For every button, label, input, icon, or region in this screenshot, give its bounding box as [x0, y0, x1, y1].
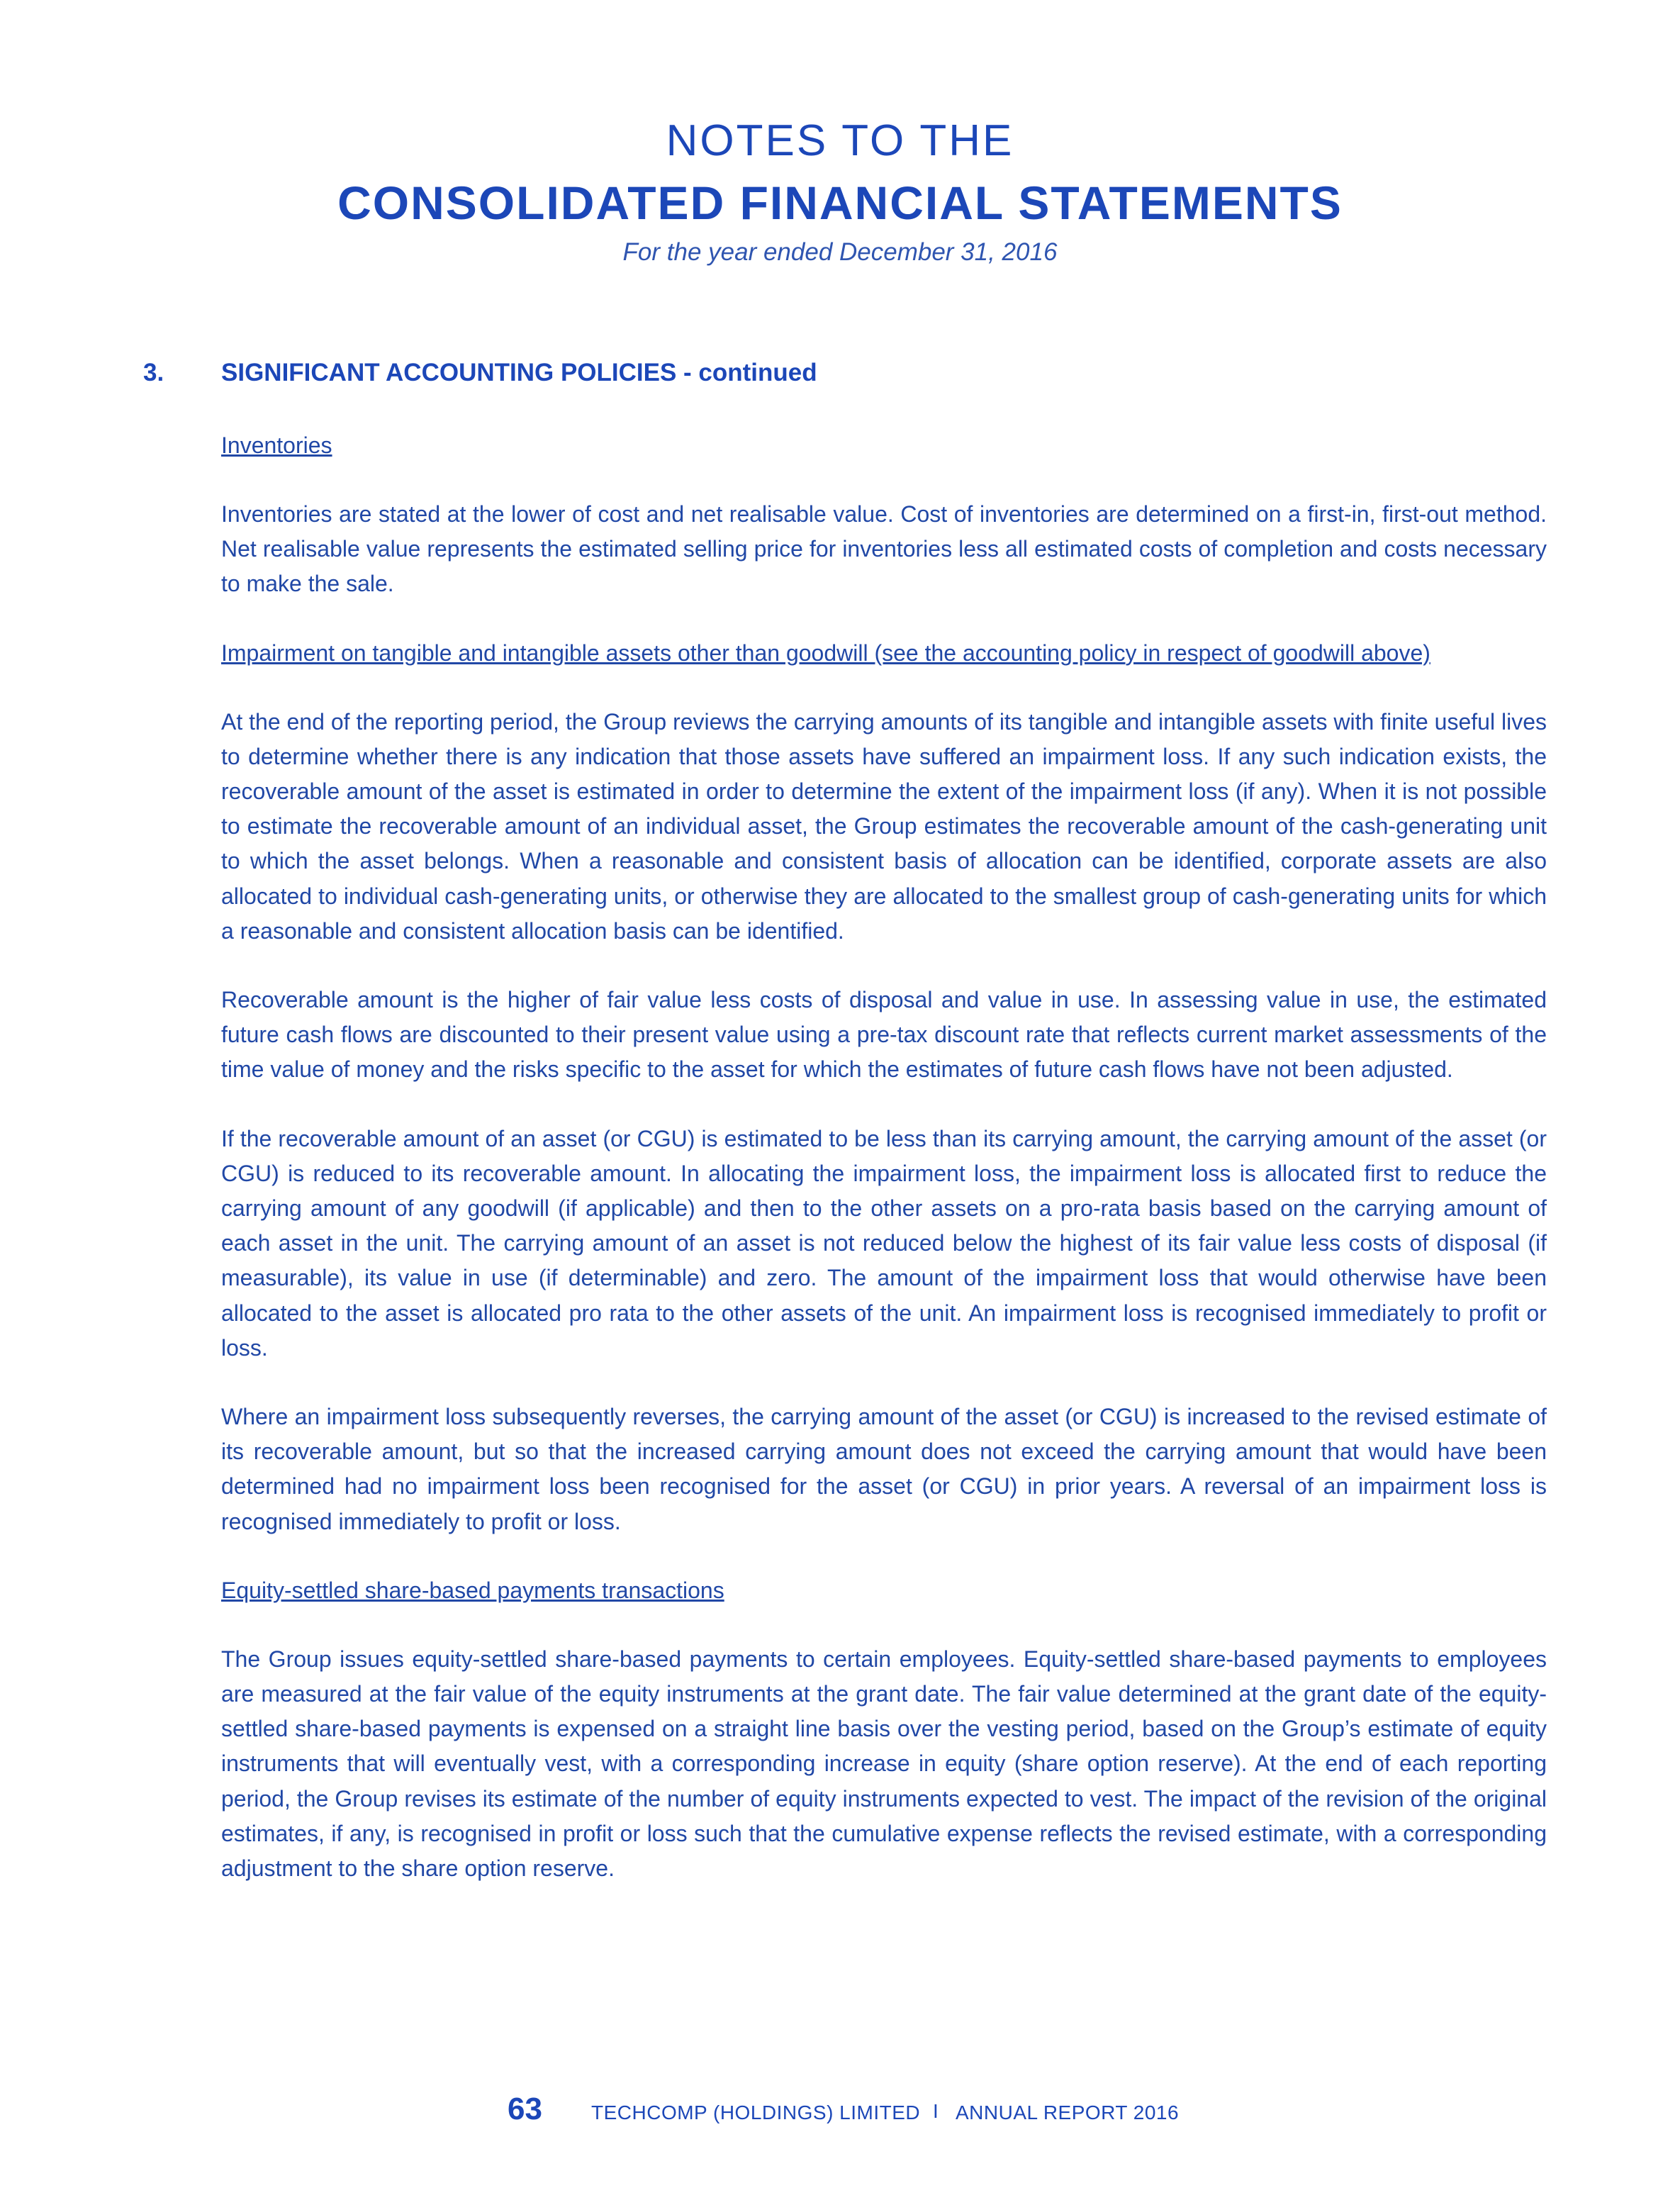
section-title: SIGNIFICANT ACCOUNTING POLICIES - continued — [221, 359, 817, 386]
inventories-paragraph: Inventories are stated at the lower of cost and net realisable value. Cost of inventories are determined on a first-in, first-out method. Net realisable value represents the estimated selling price for inventories less all estimated costs of completion and costs necessary to make the sale. — [221, 501, 1547, 597]
footer-separator: I — [933, 2100, 939, 2122]
footer-company-name: TECHCOMP (HOLDINGS) LIMITED — [591, 2102, 921, 2123]
equity-heading: Equity-settled share-based payments transactions — [221, 1577, 724, 1603]
page-header — [0, 113, 1680, 268]
impairment-paragraph-2: Recoverable amount is the higher of fair value less costs of disposal and value in use. In assessing value in use, the estimated future cash flows are discounted to their present value using a pre-tax discount rate that reflects current market assessments of the time value of money and the risks specific to the asset for which the estimates of future cash flows have not been adjusted. — [221, 987, 1547, 1083]
page-number: 63 — [508, 2092, 542, 2126]
section-content — [221, 428, 1547, 1920]
equity-paragraph: The Group issues equity-settled share-based payments to certain employees. Equity-settled share-based payments to employees are measured at the fair value of the equity instruments at the grant date. The fair value determined at the grant date of the equity-settled share-based payments is expensed on a straight line basis over the vesting period, based on the Group’s estimate of equity instruments that will eventually vest, with a corresponding increase in equity (share option reserve). At the end of each reporting period, the Group revises its estimate of the number of equity instruments expected to vest. The impact of the revision of the original estimates, if any, is recognised in profit or loss such that the cumulative expense reflects the revised estimate, with a corresponding adjustment to the share option reserve. — [221, 1646, 1547, 1882]
impairment-heading: Impairment on tangible and intangible assets other than goodwill (see the accounting policy in respect of goodwill above) — [221, 640, 1430, 666]
impairment-paragraph-1: At the end of the reporting period, the Group reviews the carrying amounts of its tangible and intangible assets with finite useful lives to determine whether there is any indication that those assets have suffered an impairment loss. If any such indication exists, the recoverable amount of the asset is estimated in order to determine the extent of the impairment loss (if any). When it is not possible to estimate the recoverable amount of an individual asset, the Group estimates the recoverable amount of the cash-generating unit to which the asset belongs. When a reasonable and consistent basis of allocation can be identified, corporate assets are also allocated to individual cash-generating units, or otherwise they are allocated to the smallest group of cash-generating units for which a reasonable and consistent allocation basis can be identified. — [221, 708, 1547, 944]
impairment-paragraph-4: Where an impairment loss subsequently reverses, the carrying amount of the asset (or CGU) is increased to the revised estimate of its recoverable amount, but so that the increased carrying amount does not exceed the carrying amount that would have been determined had no impairment loss been recognised for the asset (or CGU) in prior years. A reversal of an impairment loss is recognised immediately to profit or loss. — [221, 1404, 1547, 1534]
inventories-heading: Inventories — [221, 432, 332, 458]
impairment-paragraph-3: If the recoverable amount of an asset (or CGU) is estimated to be less than its carrying amount, the carrying amount of the asset (or CGU) is reduced to its recoverable amount. In allocating the impairment loss, the impairment loss is allocated first to reduce the carrying amount of any goodwill (if applicable) and then to the other assets on a pro-rata basis based on the carrying amount of each asset in the unit. The carrying amount of an asset is not reduced below the highest of its fair value less costs of disposal (if measurable), its value in use (if determinable) and zero. The amount of the impairment loss that would otherwise have been allocated to the asset is allocated pro rata to the other assets of the unit. An impairment loss is recognised immediately to profit or loss. — [221, 1125, 1547, 1361]
section-heading — [143, 359, 1561, 394]
section-number: 3. — [143, 359, 164, 386]
page-footer — [0, 2092, 1680, 2134]
header-subtitle: For the year ended December 31, 2016 — [622, 238, 1058, 266]
footer-report-title: ANNUAL REPORT 2016 — [956, 2102, 1180, 2123]
header-title-line1: NOTES TO THE — [666, 116, 1014, 165]
header-title-line2: CONSOLIDATED FINANCIAL STATEMENTS — [337, 177, 1343, 229]
